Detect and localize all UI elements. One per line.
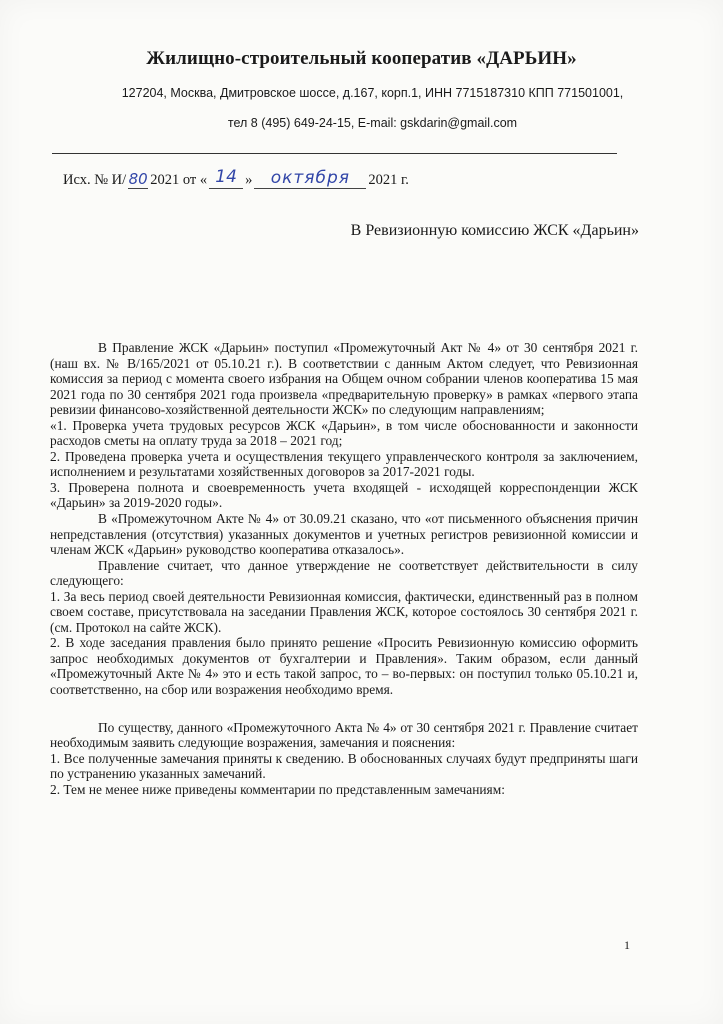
paragraph-gap	[50, 698, 638, 720]
paragraph: «1. Проверка учета трудовых ресурсов ЖСК «Дарьин», в том числе обоснованности и законности расходов сметы на оплату труда за 2018 – 2021 год;	[50, 417, 638, 449]
organization-address: 127204, Москва, Дмитровское шоссе, д.167, корп.1, ИНН 7715187310 КПП 771501001,	[121, 86, 624, 100]
handwritten-number: 80	[128, 170, 148, 188]
paragraph: В «Промежуточном Акте № 4» от 30.09.21 сказано, что «от письменного объяснения причин непредставления (отсутствия) указанных документов и учетных регистров ревизионной комиссии и членам ЖСК «Дарьин» руководство кооператива отказалось».	[50, 511, 638, 558]
paragraph: 2. В ходе заседания правления было принято решение «Просить Ревизионную комиссию оформить запрос необходимых документов от бухгалтерии и Правления». Таким образом, если данный «Промежуточный Акте № 4» это и есть такой запрос, то – во-первых: он поступил только 05.10.21 и, соответственно, на сбор или возражения необходимо время.	[50, 635, 638, 698]
page-number: 1	[624, 938, 630, 952]
outgoing-close-quote: »	[245, 172, 253, 188]
handwritten-month: октября	[254, 168, 366, 189]
paragraph: По существу, данного «Промежуточного Акта № 4» от 30 сентября 2021 г. Правление считает необходимым заявить следующие возражения, замечания и пояснения:	[50, 719, 638, 751]
paragraph: В Правление ЖСК «Дарьин» поступил «Промежуточный Акт № 4» от 30 сентября 2021 г. (наш вх. № В/165/2021 от 05.10.21 г.). В соответствии с данным Актом следует, что Ревизионная комиссия за период с момента своего избрания на Общем очном собрании членов кооператива 15 мая 2021 года по 30 сентября 2021 года произвела «предварительную проверку» в рамках «первого этапа ревизии финансово-хозяйственной деятельности ЖСК» по следующим направлениям;	[50, 340, 638, 418]
outgoing-reference	[63, 163, 409, 189]
paragraph: 2. Тем не менее ниже приведены комментарии по представленным замечаниям:	[50, 781, 505, 797]
paragraph: Правление считает, что данное утверждение не соответствует действительности в силу следующего:	[50, 557, 638, 589]
paragraph: 1. Все полученные замечания приняты к сведению. В обоснованных случаях будут предприняты шаги по устранению указанных замечаний.	[50, 750, 638, 782]
organization-contacts: тел 8 (495) 649-24-15, E-mail: gskdarin@gmail.com	[227, 116, 518, 130]
paragraph: 2. Проведена проверка учета и осуществления текущего управленческого контроля за заключением, исполнением и результатами хозяйственных договоров за 2017-2021 годы.	[50, 448, 638, 480]
letter-body	[50, 340, 638, 797]
organization-name: Жилищно-строительный кооператив «ДАРЬИН»	[146, 48, 577, 69]
paragraph: 1. За весь период своей деятельности Ревизионная комиссия, фактически, единственный раз в полном своем составе, присутствовала на заседании Правления ЖСК, которое состоялось 30 сентября 2021 г. (см. Протокол на сайте ЖСК).	[50, 588, 638, 635]
outgoing-year-suffix: 2021 г.	[368, 172, 409, 188]
outgoing-prefix: Исх. № И/	[63, 172, 127, 188]
recipient-line: В Ревизионную комиссию ЖСК «Дарьин»	[350, 222, 639, 239]
handwritten-day: 14	[209, 167, 243, 189]
header-divider	[52, 153, 617, 154]
outgoing-year-part: 2021 от «	[150, 172, 208, 188]
paragraph: 3. Проверена полнота и своевременность учета входящей - исходящей корреспонденции ЖСК «Дарьин» за 2019-2020 годы».	[50, 479, 638, 511]
